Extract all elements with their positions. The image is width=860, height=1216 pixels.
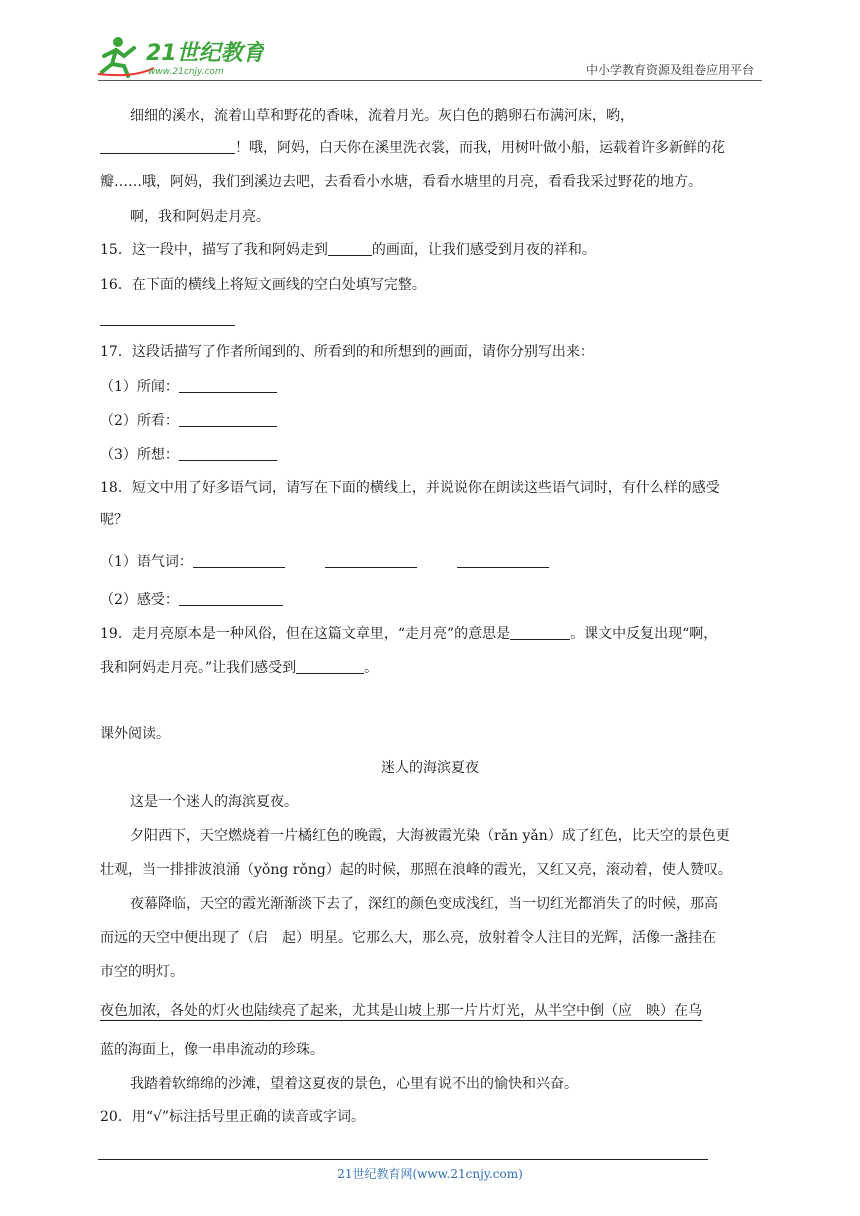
- article-paragraph: 这是一个迷人的海滨夏夜。: [130, 794, 298, 810]
- article-paragraph: 而远的天空中便出现了（启 起）明星。它那么大，那么亮，放射着令人注目的光辉，活像一盏挂在: [100, 930, 716, 946]
- runner-logo-icon: [94, 34, 264, 80]
- question-18-item-2: （2）感受：: [100, 590, 283, 610]
- question-19-cont: 我和阿妈走月亮。”让我们感受到 。: [100, 660, 379, 676]
- article-title: 迷人的海滨夏夜: [381, 760, 479, 776]
- answer-blank[interactable]: [179, 591, 283, 606]
- question-15: 15．这一段中，描写了我和阿妈走到 的画面，让我们感受到月夜的祥和。: [100, 242, 596, 258]
- blank-line: [100, 139, 235, 154]
- answer-blank[interactable]: [179, 378, 277, 393]
- question-18: 18．短文中用了好多语气词，请写在下面的横线上，并说说你在朗读这些语气词时，有什么样的感受: [100, 480, 720, 496]
- answer-line[interactable]: [100, 310, 235, 330]
- answer-blank[interactable]: [328, 241, 372, 256]
- footer-divider: [98, 1159, 708, 1160]
- answer-blank[interactable]: [193, 553, 285, 568]
- question-17: 17．这段话描写了作者所闻到的、所看到的和所想到的画面，请你分别写出来：: [100, 344, 594, 360]
- question-17-item-1: （1）所闻：: [100, 377, 277, 397]
- answer-blank[interactable]: [510, 625, 570, 640]
- question-18-item-1: （1）语气词：: [100, 552, 549, 572]
- question-18-cont: 呢？: [100, 512, 128, 528]
- site-logo: [94, 34, 264, 80]
- question-17-item-3: （3）所想：: [100, 445, 277, 465]
- answer-blank[interactable]: [296, 659, 364, 674]
- article-paragraph: 壮观，当一排排波浪涌（yǒng rǒng）起的时候，那照在浪峰的霞光，又红又亮，滚动着，使人赞叹。: [100, 862, 732, 878]
- answer-blank[interactable]: [179, 412, 277, 427]
- article-paragraph: 市空的明灯。: [100, 964, 184, 980]
- underlined-sentence: 夜色加浓，各处的灯火也陆续亮了起来，尤其是山坡上那一片片灯光，从半空中倒（应 映）在乌: [100, 1003, 702, 1019]
- svg-text:21世纪教育: 21世纪教育: [146, 41, 264, 66]
- article-paragraph: 我踏着软绵绵的沙滩，望着这夏夜的景色，心里有说不出的愉快和兴奋。: [130, 1076, 578, 1092]
- footer-link[interactable]: 21世纪教育网(www.21cnjy.com): [337, 1167, 523, 1181]
- question-17-item-2: （2）所看：: [100, 411, 277, 431]
- svg-text:www.21cnjy.com: www.21cnjy.com: [148, 67, 224, 77]
- passage-line: 啊，我和阿妈走月亮。: [130, 209, 270, 225]
- answer-blank[interactable]: [325, 553, 417, 568]
- header-divider: [98, 80, 762, 81]
- passage-line: 瓣……哦，阿妈，我们到溪边去吧，去看看小水塘，看看水塘里的月亮，看看我采过野花的地方。: [100, 174, 702, 190]
- article-paragraph: 蓝的海面上，像一串串流动的珍珠。: [100, 1042, 324, 1058]
- answer-blank[interactable]: [179, 446, 277, 461]
- article-paragraph: 夕阳西下，天空燃烧着一片橘红色的晚霞，大海被霞光染（rǎn yǎn）成了红色，比天空的景色更: [130, 828, 730, 844]
- article-paragraph: 夜幕降临，天空的霞光渐渐淡下去了，深红的颜色变成浅红，当一切红光都消失了的时候，那高: [130, 896, 718, 912]
- section-label: 课外阅读。: [100, 726, 170, 742]
- question-20: 20．用“√”标注括号里正确的读音或字词。: [100, 1109, 366, 1125]
- site-name: 中小学教育资源及组卷应用平台: [585, 63, 754, 77]
- answer-blank[interactable]: [457, 553, 549, 568]
- question-16: 16．在下面的横线上将短文画线的空白处填写完整。: [100, 277, 426, 293]
- passage-line: 细细的溪水，流着山草和野花的香味，流着月光。灰白色的鹅卵石布满河床，哟，: [130, 108, 634, 124]
- passage-line: ！哦，阿妈，白天你在溪里洗衣裳，而我，用树叶做小船，运载着许多新鲜的花: [100, 138, 725, 158]
- question-19: 19．走月亮原本是一种风俗，但在这篇文章里，“走月亮”的意思是 。课文中反复出现“啊，: [100, 626, 718, 642]
